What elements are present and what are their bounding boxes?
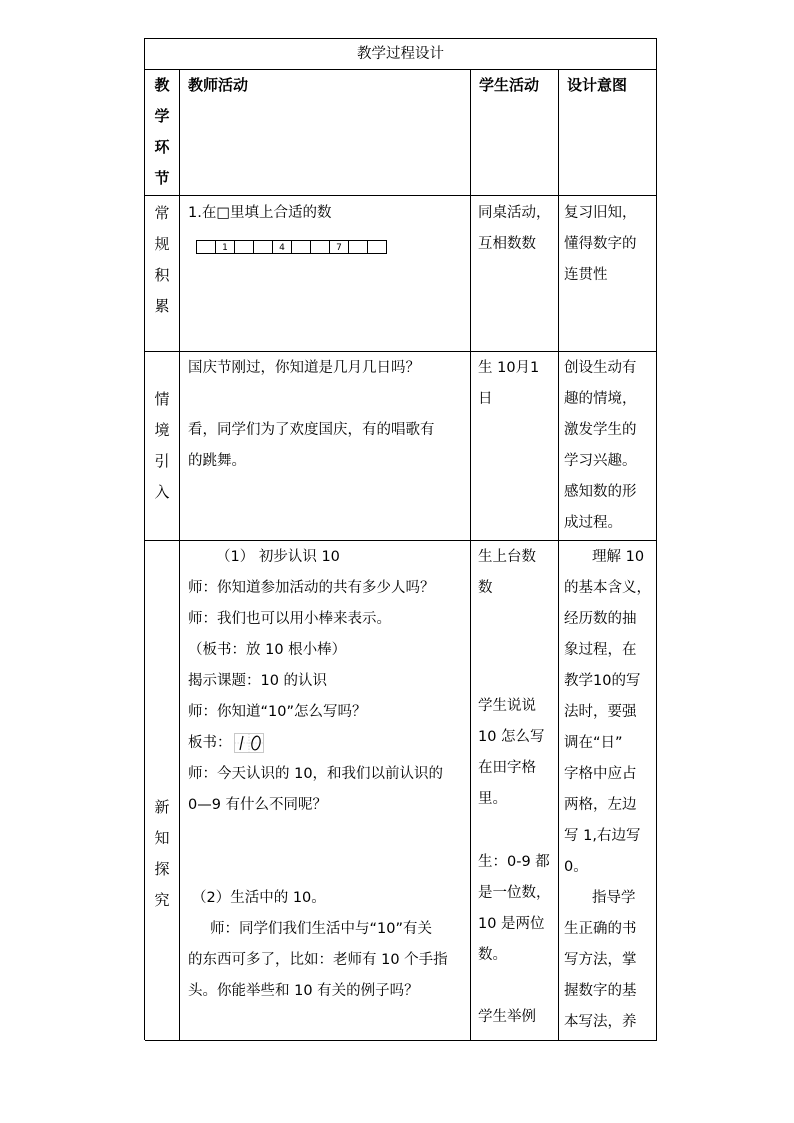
row3-stage-char: 探 (154, 860, 170, 878)
row2-intent-line: 激发学生的 (564, 422, 637, 438)
board-label: 板书： (188, 735, 232, 751)
row1-student-line: 互相数数 (478, 236, 536, 252)
row3-teacher-line: 师：你知道“10”怎么写吗？ (188, 704, 367, 720)
row3-student-line: 生：0-9 都 (478, 854, 550, 870)
row3-student-line: 是一位数， (478, 885, 551, 901)
row1-stage-char: 规 (154, 235, 170, 253)
header-stage-char: 教 (154, 76, 170, 94)
row3-teacher-line: 师：今天认识的 10，和我们以前认识的 (188, 766, 444, 782)
row3-intent-line: 生正确的书 (564, 921, 637, 937)
row2-teacher-line: 看，同学们为了欢度国庆，有的唱歌有 (188, 422, 435, 438)
row2-student-line: 生 10月1 (478, 360, 540, 376)
header-stage-cell (145, 70, 180, 196)
row3-student-cell (471, 541, 559, 1041)
number-box: 4 (272, 240, 292, 254)
row3-intent-line: 理解 10 (592, 549, 645, 565)
row3-teacher-line: 头。你能举些和 10 有关的例子吗？ (188, 983, 419, 999)
header-stage-char: 学 (154, 107, 170, 125)
row3-student-line: 数。 (478, 947, 507, 963)
header-intent: 设计意图 (567, 76, 628, 94)
table-title-cell (145, 39, 657, 70)
lesson-plan-table (144, 38, 657, 1040)
row2-stage-char: 引 (154, 452, 170, 470)
row3-stage-char: 新 (154, 798, 170, 816)
number-box (253, 240, 273, 254)
row3-teacher-line: 的东西可多了，比如：老师有 10 个手指 (188, 952, 448, 968)
row2-intent-line: 趣的情境， (564, 391, 637, 407)
row3-teacher-line: 师：同学们我们生活中与“10”有关 (210, 921, 432, 937)
row1-intent-line: 复习旧知， (564, 205, 637, 221)
row1-teacher-text: 1.在□里填上合适的数 (188, 205, 332, 221)
row1-stage-char: 累 (154, 297, 170, 315)
row3-intent-line: 握数字的基 (564, 983, 637, 999)
number-box (234, 240, 254, 254)
row1-student-cell (471, 196, 559, 352)
number-box: 7 (329, 240, 349, 254)
row3-teacher-line: 0—9 有什么不同呢？ (188, 797, 328, 813)
header-student-cell (471, 70, 559, 196)
row3-student-line: 在田字格 (478, 760, 536, 776)
row1-stage-char: 常 (154, 204, 170, 222)
row2-intent-line: 感知数的形 (564, 484, 637, 500)
row3-intent-line: 教学10的写 (564, 673, 641, 689)
row3-stage-cell (145, 541, 180, 1041)
table-title: 教学过程设计 (357, 46, 444, 62)
row2-student-cell (471, 352, 559, 541)
row1-student-line: 同桌活动， (478, 205, 551, 221)
row2-teacher-cell (180, 352, 471, 541)
number-box (196, 240, 216, 254)
number-box: 1 (215, 240, 235, 254)
number-box (291, 240, 311, 254)
number-boxes (197, 240, 387, 254)
row3-student-line: 生上台数 (478, 549, 536, 565)
row2-stage-char: 境 (154, 421, 170, 439)
row3-intent-line: 本写法，养 (564, 1014, 637, 1030)
row3-student-line: 10 是两位 (478, 916, 545, 932)
row3-intent-line: 写 1,右边写 (564, 828, 641, 844)
handwritten-10-image (234, 733, 264, 753)
row2-intent-line: 成过程。 (564, 515, 622, 531)
row3-intent-line: 法时，要强 (564, 704, 637, 720)
header-stage-char: 节 (154, 169, 170, 187)
row1-intent-line: 连贯性 (564, 267, 608, 283)
row3-student-line: 数 (478, 580, 493, 596)
header-stage-char: 环 (154, 138, 170, 156)
row2-intent-line: 学习兴趣。 (564, 453, 637, 469)
row3-intent-line: 写方法，掌 (564, 952, 637, 968)
row2-teacher-line: 国庆节刚过，你知道是几月几日吗？ (188, 360, 420, 376)
row3-teacher-line: 师：你知道参加活动的共有多少人吗？ (188, 580, 435, 596)
row3-student-line: 里。 (478, 791, 507, 807)
row3-intent-line: 两格，左边 (564, 797, 637, 813)
row2-teacher-line: 的跳舞。 (188, 453, 246, 469)
row3-stage-char: 知 (154, 829, 170, 847)
row3-intent-line: 调在“日” (564, 735, 623, 751)
row3-teacher-line: （1） 初步认识 10 (216, 549, 340, 565)
row3-intent-line: 经历数的抽 (564, 611, 637, 627)
row3-student-line: 学生举例 (478, 1009, 536, 1025)
row3-intent-line: 的基本含义， (564, 580, 651, 596)
row3-intent-line: 象过程，在 (564, 642, 637, 658)
row3-teacher-line: （2）生活中的 10。 (192, 890, 326, 906)
header-intent-cell (559, 70, 657, 196)
row2-intent-cell (559, 352, 657, 541)
number-box (310, 240, 330, 254)
row3-intent-line: 指导学 (592, 890, 636, 906)
row3-intent-line: 0。 (564, 859, 588, 875)
row3-teacher-line: 揭示课题：10 的认识 (188, 673, 328, 689)
row1-stage-cell (145, 196, 180, 352)
header-teacher: 教师活动 (188, 76, 249, 94)
header-teacher-cell (180, 70, 471, 196)
row1-intent-cell (559, 196, 657, 352)
row3-student-line: 学生说说 (478, 698, 536, 714)
row1-stage-char: 积 (154, 266, 170, 284)
row2-intent-line: 创设生动有 (564, 360, 637, 376)
row3-stage-char: 究 (154, 891, 170, 909)
row2-stage-char: 情 (154, 390, 170, 408)
row2-stage-char: 入 (154, 483, 170, 501)
row1-intent-line: 懂得数字的 (564, 236, 637, 252)
row3-student-line: 10 怎么写 (478, 729, 545, 745)
number-box (348, 240, 368, 254)
row3-teacher-line: （板书：放 10 根小棒） (188, 642, 347, 658)
row3-intent-cell (559, 541, 657, 1041)
header-student: 学生活动 (479, 76, 540, 94)
row3-teacher-cell (180, 541, 471, 1041)
row2-stage-cell (145, 352, 180, 541)
row1-teacher-cell (180, 196, 471, 352)
row3-intent-line: 字格中应占 (564, 766, 637, 782)
row2-student-line: 日 (478, 391, 493, 407)
row3-teacher-line: 师：我们也可以用小棒来表示。 (188, 611, 391, 627)
board-line (188, 728, 264, 759)
number-box (367, 240, 387, 254)
